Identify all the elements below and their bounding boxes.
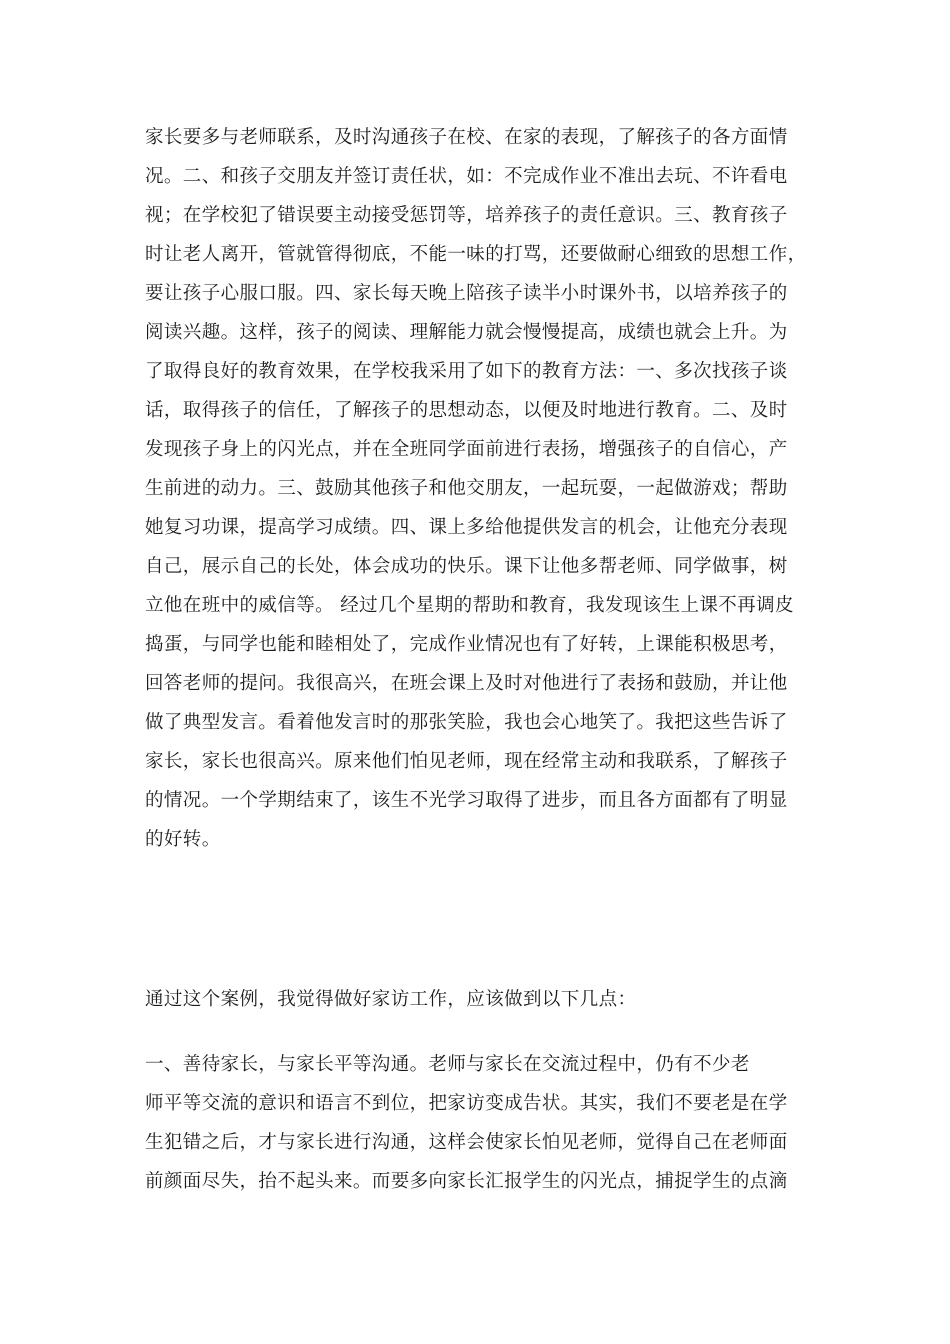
text-line: 话，取得孩子的信任，了解孩子的思想动态，以便及时地进行教育。二、及时 bbox=[145, 400, 788, 421]
text-line: 师平等交流的意识和语言不到位，把家访变成告状。其实，我们不要老是在学 bbox=[145, 1093, 788, 1114]
text-line: 做了典型发言。看着他发言时的那张笑脸，我也会心地笑了。我把这些告诉了 bbox=[145, 712, 788, 733]
text-line: 自己，展示自己的长处，体会成功的快乐。课下让他多帮老师、同学做事，树 bbox=[145, 556, 788, 577]
text-line: 生犯错之后，才与家长进行沟通，这样会使家长怕见老师，觉得自己在老师面 bbox=[145, 1132, 788, 1153]
text-line: 前颜面尽失，抬不起头来。而要多向家长汇报学生的闪光点，捕捉学生的点滴 bbox=[145, 1171, 788, 1192]
text-line: 家长，家长也很高兴。原来他们怕见老师，现在经常主动和我联系，了解孩子 bbox=[145, 751, 788, 772]
text-line: 捣蛋，与同学也能和睦相处了，完成作业情况也有了好转，上课能积极思考， bbox=[145, 634, 788, 655]
text-line: 的好转。 bbox=[145, 829, 221, 850]
text-line: 要让孩子心服口服。四、家长每天晚上陪孩子读半小时课外书，以培养孩子的 bbox=[145, 283, 788, 304]
text-line: 时让老人离开，管就管得彻底，不能一味的打骂，还要做耐心细致的思想工作， bbox=[145, 244, 807, 265]
text-line: 视；在学校犯了错误要主动接受惩罚等，培养孩子的责任意识。三、教育孩子 bbox=[145, 205, 788, 226]
body-paragraph-case-reflection bbox=[145, 980, 815, 1019]
text-line: 回答老师的提问。我很高兴，在班会课上及时对他进行了表扬和鼓励，并让他 bbox=[145, 673, 788, 694]
text-line: 她复习功课，提高学习成绩。四、课上多给他提供发言的机会，让他充分表现 bbox=[145, 517, 788, 538]
text-line: 阅读兴趣。这样，孩子的阅读、理解能力就会慢慢提高，成绩也就会上升。为 bbox=[145, 322, 788, 343]
text-line: 一、善待家长，与家长平等沟通。老师与家长在交流过程中，仍有不少老 bbox=[145, 1054, 750, 1075]
body-paragraph-point-one bbox=[145, 1045, 815, 1201]
text-line: 生前进的动力。三、鼓励其他孩子和他交朋友，一起玩耍，一起做游戏；帮助 bbox=[145, 478, 788, 499]
text-line: 通过这个案例，我觉得做好家访工作，应该做到以下几点： bbox=[145, 989, 637, 1010]
text-line: 的情况。一个学期结束了，该生不光学习取得了进步，而且各方面都有了明显 bbox=[145, 790, 788, 811]
text-line: 发现孩子身上的闪光点，并在全班同学面前进行表扬，增强孩子的自信心，产 bbox=[145, 439, 788, 460]
text-line: 了取得良好的教育效果，在学校我采用了如下的教育方法：一、多次找孩子谈 bbox=[145, 361, 788, 382]
text-line: 立他在班中的威信等。 经过几个星期的帮助和教育，我发现该生上课不再调皮 bbox=[145, 595, 794, 616]
text-line: 家长要多与老师联系，及时沟通孩子在校、在家的表现，了解孩子的各方面情 bbox=[145, 127, 788, 148]
text-line: 况。二、和孩子交朋友并签订责任状，如：不完成作业不准出去玩、不许看电 bbox=[145, 166, 788, 187]
body-paragraph-home-visit-methods bbox=[145, 118, 815, 859]
